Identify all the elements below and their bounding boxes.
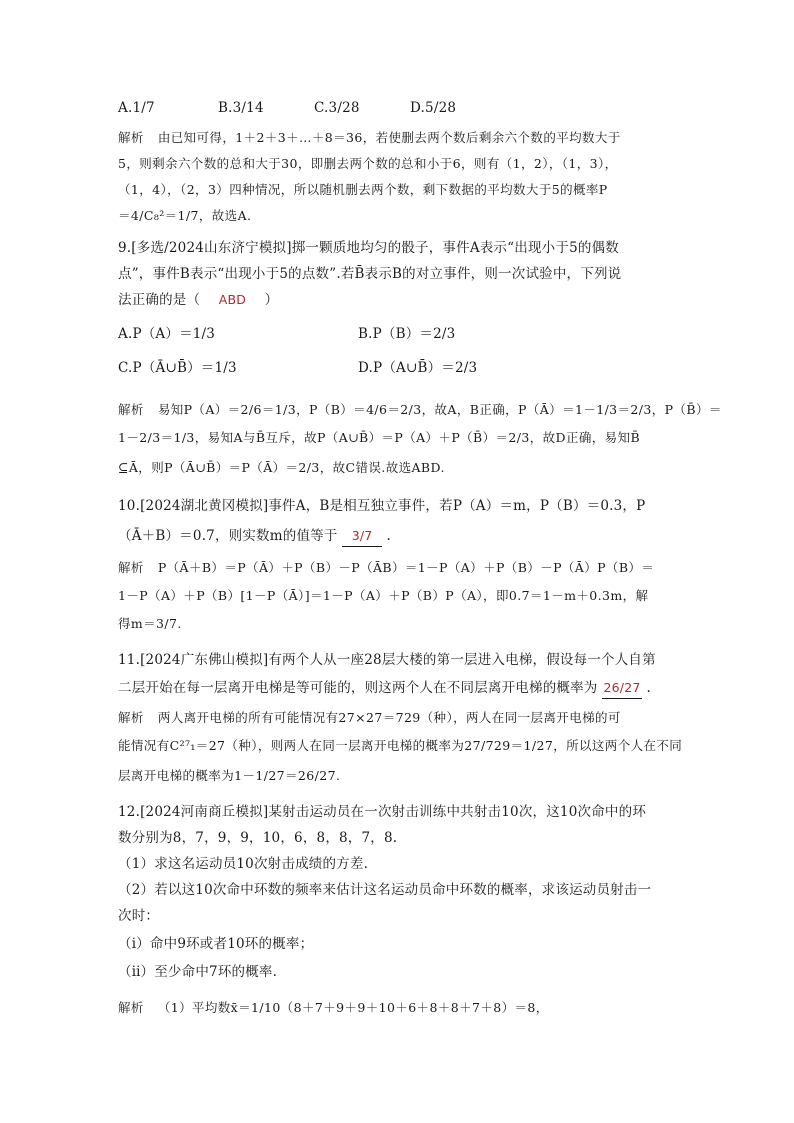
q9-line3-post: ） xyxy=(264,292,279,308)
q10-answer: 3/7 xyxy=(351,528,373,543)
q12-line-5: 次时： xyxy=(118,908,160,924)
q8-option-a: A.1/7 xyxy=(118,100,155,116)
solution-label: 解析 xyxy=(118,560,144,575)
sol8-line-4: ＝4/C₈²＝1/7，故选A. xyxy=(118,208,252,223)
sol12-line-1 xyxy=(118,998,549,1018)
sol8-text-1: 由已知可得，1＋2＋3＋…＋8＝36，若使删去两个数后剩余六个数的平均数大于 xyxy=(157,130,621,145)
q9-line3-pre: 法正确的是（ xyxy=(118,292,201,308)
q9-line-1: 9.[多选/2024山东济宁模拟]掷一颗质地均匀的骰子，事件A表示“出现小于5的偶数 xyxy=(118,240,619,256)
solution-label: 解析 xyxy=(118,1000,144,1015)
sol10-line-2: 1－P（A）＋P（B）[1－P（Ā）]＝1－P（A）＋P（B）P（A），即0.7＝1－m＋0.3m，解 xyxy=(118,588,649,603)
q12-line-4: （2）若以这10次命中环数的频率来估计这名运动员命中环数的概率，求该运动员射击一 xyxy=(118,882,652,898)
q8-option-d: D.5/28 xyxy=(410,100,457,116)
sol9-line-1 xyxy=(118,400,722,420)
q9-line-2: 点”，事件B表示“出现小于5的点数”.若B̄表示B的对立事件，则一次试验中，下列说 xyxy=(118,266,622,282)
sol8-line-2: 5，则剩余六个数的总和大于30，即删去两个数的总和小于6，则有（1，2），（1，3）， xyxy=(118,156,618,171)
sol10-line-1 xyxy=(118,558,654,578)
q9-answer: ABD xyxy=(218,292,247,307)
solution-label: 解析 xyxy=(118,130,144,145)
q9-option-d: D.P（A∪B̄）＝2/3 xyxy=(358,360,478,376)
sol9-line-2: 1－2/3＝1/3，易知A与B̄互斥，故P（A∪B̄）＝P（A）＋P（B̄）＝2/3，故D正确，易知B̄ xyxy=(118,430,641,445)
q12-line-2: 数分别为8，7，9，9，10，6，8，8，7，8. xyxy=(118,830,398,846)
sol9-line-3: ⊆Ā，则P（Ā∪B̄）＝P（Ā）＝2/3，故C错误.故选ABD. xyxy=(118,460,445,475)
q12-line-1: 12.[2024河南商丘模拟]某射击运动员在一次射击训练中共射击10次，这10次命中的环 xyxy=(118,804,647,820)
sol10-line-3: 得m＝3/7. xyxy=(118,616,182,631)
q11-line2-post: . xyxy=(646,680,651,696)
solution-label: 解析 xyxy=(118,402,144,417)
sol9-text-1: 易知P（A）＝2/6＝1/3，P（B）＝4/6＝2/3，故A，B正确，P（Ā）＝1－1/3＝2/3，P（B̄）＝ xyxy=(157,402,722,417)
sol11-line-1 xyxy=(118,708,621,728)
q8-option-c: C.3/28 xyxy=(314,100,360,116)
sol11-text-1: 两人离开电梯的所有可能情况有27×27＝729（种），两人在同一层离开电梯的可 xyxy=(157,710,621,725)
solution-label: 解析 xyxy=(118,710,144,725)
sol11-line-3: 层离开电梯的概率为1－1/27＝26/27. xyxy=(118,768,341,783)
q9-line-3 xyxy=(118,290,278,310)
q10-line2-pre: （Ā＋B）＝0.7，则实数m的值等于 xyxy=(118,528,338,544)
q12-line-7: （ⅱ）至少命中7环的概率. xyxy=(118,964,278,980)
q11-answer: 26/27 xyxy=(603,680,641,695)
sol10-text-1: P（Ā＋B）＝P（Ā）＋P（B）－P（ĀB）＝1－P（A）＋P（B）－P（Ā）P（B）＝ xyxy=(157,560,655,575)
q10-line-1: 10.[2024湖北黄冈模拟]事件A，B是相互独立事件，若P（A）＝m，P（B）＝0.3，P xyxy=(118,498,646,514)
q11-line-1: 11.[2024广东佛山模拟]有两个人从一座28层大楼的第一层进入电梯，假设每一个人自第 xyxy=(118,652,656,668)
sol11-line-2: 能情况有C²⁷₁＝27（种），则两人在同一层离开电梯的概率为27/729＝1/27，所以这两个人在不同 xyxy=(118,738,683,753)
q11-line-2 xyxy=(118,678,651,699)
q9-option-c: C.P（Ā∪B̄）＝1/3 xyxy=(118,360,237,376)
q11-answer-blank xyxy=(602,678,642,699)
q9-option-a: A.P（A）＝1/3 xyxy=(118,326,216,342)
sol8-line-1 xyxy=(118,128,621,148)
q11-line2-pre: 二层开始在每一层离开电梯是等可能的，则这两个人在不同层离开电梯的概率为 xyxy=(118,680,598,696)
q12-line-3: （1）求这名运动员10次射击成绩的方差. xyxy=(118,856,369,872)
q12-line-6: （ⅰ）命中9环或者10环的概率； xyxy=(118,936,314,952)
sol8-line-3: （1，4），（2，3）四种情况，所以随机删去两个数，剩下数据的平均数大于5的概率P xyxy=(118,182,608,197)
q9-option-b: B.P（B）＝2/3 xyxy=(358,326,456,342)
q10-line2-post: . xyxy=(386,528,392,544)
q10-line-2 xyxy=(118,526,391,547)
q10-answer-blank xyxy=(342,526,382,547)
sol12-text-1: （1）平均数x̄＝1/10（8＋7＋9＋9＋10＋6＋8＋8＋7＋8）＝8， xyxy=(157,1000,549,1015)
q8-option-b: B.3/14 xyxy=(218,100,264,116)
